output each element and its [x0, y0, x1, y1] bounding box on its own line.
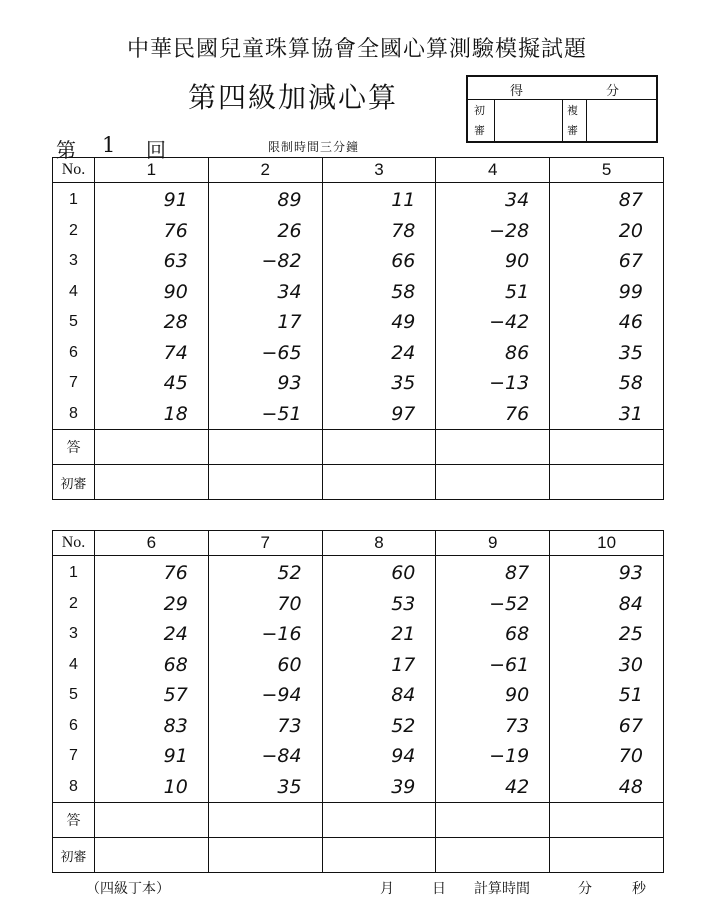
table-row: [53, 246, 664, 277]
edition-label: （四級丁本）: [86, 881, 170, 897]
review-cell[interactable]: [208, 465, 322, 500]
time-limit: 限制時間三分鐘: [268, 140, 360, 154]
number-cell: 57: [95, 680, 209, 711]
table-header-row: [53, 531, 664, 556]
number-cell: 86: [436, 338, 550, 369]
answer-cell[interactable]: [550, 803, 664, 838]
column-header: 5: [550, 158, 664, 183]
number-cell: 35: [550, 338, 664, 369]
number-cell: 31: [550, 399, 664, 430]
round-number: 1: [102, 133, 116, 157]
no-header: No.: [53, 531, 95, 556]
number-cell: 20: [550, 216, 664, 247]
table-row: [53, 399, 664, 430]
number-cell: 68: [95, 650, 209, 681]
column-header: 2: [208, 158, 322, 183]
score-label-fen: 分: [606, 84, 620, 99]
number-cell: 74: [95, 338, 209, 369]
table-row: [53, 680, 664, 711]
row-number: 8: [53, 399, 95, 430]
review-cell[interactable]: [550, 465, 664, 500]
review-cell[interactable]: [208, 838, 322, 873]
row-number: 4: [53, 277, 95, 308]
answer-cell[interactable]: [322, 430, 436, 465]
table-row: [53, 772, 664, 803]
row-number: 7: [53, 741, 95, 772]
number-cell: 35: [208, 772, 322, 803]
second-review-label-cell: [562, 99, 587, 141]
number-cell: 87: [436, 556, 550, 589]
number-cell: 73: [436, 711, 550, 742]
row-number: 4: [53, 650, 95, 681]
number-cell: 91: [95, 741, 209, 772]
first-review-char-2: 審: [474, 124, 485, 137]
number-cell: 21: [322, 619, 436, 650]
number-cell: 34: [436, 183, 550, 216]
number-cell: 76: [436, 399, 550, 430]
number-cell: 52: [322, 711, 436, 742]
number-cell: 93: [208, 368, 322, 399]
column-header: 6: [95, 531, 209, 556]
number-cell: 70: [550, 741, 664, 772]
number-cell: −16: [208, 619, 322, 650]
table-row: [53, 741, 664, 772]
column-header: 7: [208, 531, 322, 556]
answer-cell[interactable]: [208, 430, 322, 465]
table-row: [53, 589, 664, 620]
number-cell: 60: [208, 650, 322, 681]
round-suffix: 回: [146, 138, 166, 162]
review-cell[interactable]: [436, 465, 550, 500]
answer-label: 答: [53, 430, 95, 465]
number-cell: 93: [550, 556, 664, 589]
answer-cell[interactable]: [436, 803, 550, 838]
problem-table-2: [52, 530, 664, 873]
number-cell: 68: [436, 619, 550, 650]
column-header: 1: [95, 158, 209, 183]
review-row: [53, 838, 664, 873]
number-cell: −13: [436, 368, 550, 399]
number-cell: 34: [208, 277, 322, 308]
number-cell: 24: [322, 338, 436, 369]
column-header: 9: [436, 531, 550, 556]
no-header: No.: [53, 158, 95, 183]
answer-label: 答: [53, 803, 95, 838]
table-header-row: [53, 158, 664, 183]
number-cell: 99: [550, 277, 664, 308]
row-number: 5: [53, 680, 95, 711]
number-cell: 66: [322, 246, 436, 277]
number-cell: 58: [550, 368, 664, 399]
column-header: 3: [322, 158, 436, 183]
row-number: 3: [53, 246, 95, 277]
row-number: 2: [53, 216, 95, 247]
number-cell: −82: [208, 246, 322, 277]
number-cell: 11: [322, 183, 436, 216]
answer-row: [53, 430, 664, 465]
row-number: 2: [53, 589, 95, 620]
second-review-char-1: 複: [567, 104, 578, 117]
row-number: 3: [53, 619, 95, 650]
table-row: [53, 216, 664, 247]
number-cell: 60: [322, 556, 436, 589]
answer-cell[interactable]: [95, 430, 209, 465]
number-cell: 24: [95, 619, 209, 650]
number-cell: 52: [208, 556, 322, 589]
number-cell: 58: [322, 277, 436, 308]
row-number: 7: [53, 368, 95, 399]
row-number: 8: [53, 772, 95, 803]
number-cell: 76: [95, 216, 209, 247]
number-cell: −28: [436, 216, 550, 247]
first-review-label-cell: [468, 99, 495, 141]
number-cell: 90: [436, 246, 550, 277]
number-cell: 83: [95, 711, 209, 742]
number-cell: 89: [208, 183, 322, 216]
number-cell: 51: [436, 277, 550, 308]
number-cell: 67: [550, 246, 664, 277]
number-cell: 17: [322, 650, 436, 681]
score-label-de: 得: [510, 84, 524, 99]
minute-label: 分: [578, 881, 592, 897]
table-row: [53, 650, 664, 681]
calc-time-label: 計算時間: [474, 881, 530, 897]
number-cell: 17: [208, 307, 322, 338]
number-cell: 84: [550, 589, 664, 620]
number-cell: −65: [208, 338, 322, 369]
table-row: [53, 307, 664, 338]
number-cell: 25: [550, 619, 664, 650]
table-row: [53, 368, 664, 399]
review-cell[interactable]: [95, 838, 209, 873]
number-cell: −19: [436, 741, 550, 772]
number-cell: 45: [95, 368, 209, 399]
table-row: [53, 277, 664, 308]
score-box: [466, 75, 658, 143]
review-label: 初審: [53, 465, 95, 500]
table-row: [53, 711, 664, 742]
answer-cell[interactable]: [95, 803, 209, 838]
number-cell: 18: [95, 399, 209, 430]
answer-row: [53, 803, 664, 838]
table-row: [53, 338, 664, 369]
row-number: 5: [53, 307, 95, 338]
number-cell: 76: [95, 556, 209, 589]
row-number: 1: [53, 183, 95, 216]
number-cell: 30: [550, 650, 664, 681]
number-cell: 97: [322, 399, 436, 430]
number-cell: 46: [550, 307, 664, 338]
round-label: 第: [56, 138, 78, 162]
number-cell: 70: [208, 589, 322, 620]
number-cell: 26: [208, 216, 322, 247]
number-cell: 90: [436, 680, 550, 711]
number-cell: 51: [550, 680, 664, 711]
number-cell: 84: [322, 680, 436, 711]
month-label: 月: [380, 881, 394, 897]
number-cell: 28: [95, 307, 209, 338]
number-cell: −84: [208, 741, 322, 772]
number-cell: 39: [322, 772, 436, 803]
review-cell[interactable]: [95, 465, 209, 500]
number-cell: −51: [208, 399, 322, 430]
number-cell: −52: [436, 589, 550, 620]
problem-table-1: [52, 157, 664, 500]
answer-cell[interactable]: [436, 430, 550, 465]
number-cell: 53: [322, 589, 436, 620]
review-cell[interactable]: [322, 465, 436, 500]
number-cell: 35: [322, 368, 436, 399]
table-row: [53, 556, 664, 589]
number-cell: 73: [208, 711, 322, 742]
column-header: 8: [322, 531, 436, 556]
review-cell[interactable]: [436, 838, 550, 873]
number-cell: 94: [322, 741, 436, 772]
number-cell: 63: [95, 246, 209, 277]
exam-main-title: 中華民國兒童珠算協會全國心算測驗模擬試題: [126, 37, 587, 62]
number-cell: −42: [436, 307, 550, 338]
column-header: 10: [550, 531, 664, 556]
number-cell: −94: [208, 680, 322, 711]
second-label: 秒: [632, 881, 646, 897]
second-review-char-2: 審: [567, 124, 578, 137]
number-cell: 78: [322, 216, 436, 247]
number-cell: 10: [95, 772, 209, 803]
first-review-signature-box[interactable]: [494, 99, 563, 141]
answer-cell[interactable]: [322, 803, 436, 838]
row-number: 6: [53, 711, 95, 742]
second-review-signature-box[interactable]: [586, 99, 656, 141]
number-cell: 90: [95, 277, 209, 308]
number-cell: 48: [550, 772, 664, 803]
column-header: 4: [436, 158, 550, 183]
first-review-char-1: 初: [474, 104, 485, 117]
number-cell: 29: [95, 589, 209, 620]
answer-cell[interactable]: [550, 430, 664, 465]
number-cell: 49: [322, 307, 436, 338]
score-header: [468, 77, 656, 100]
day-label: 日: [432, 881, 446, 897]
review-cell[interactable]: [322, 838, 436, 873]
review-label: 初審: [53, 838, 95, 873]
review-row: [53, 465, 664, 500]
row-number: 1: [53, 556, 95, 589]
row-number: 6: [53, 338, 95, 369]
table-row: [53, 619, 664, 650]
number-cell: 91: [95, 183, 209, 216]
review-cell[interactable]: [550, 838, 664, 873]
number-cell: 87: [550, 183, 664, 216]
exam-sub-title: 第四級加減心算: [188, 81, 399, 114]
table-row: [53, 183, 664, 216]
answer-cell[interactable]: [208, 803, 322, 838]
number-cell: 67: [550, 711, 664, 742]
number-cell: −61: [436, 650, 550, 681]
number-cell: 42: [436, 772, 550, 803]
